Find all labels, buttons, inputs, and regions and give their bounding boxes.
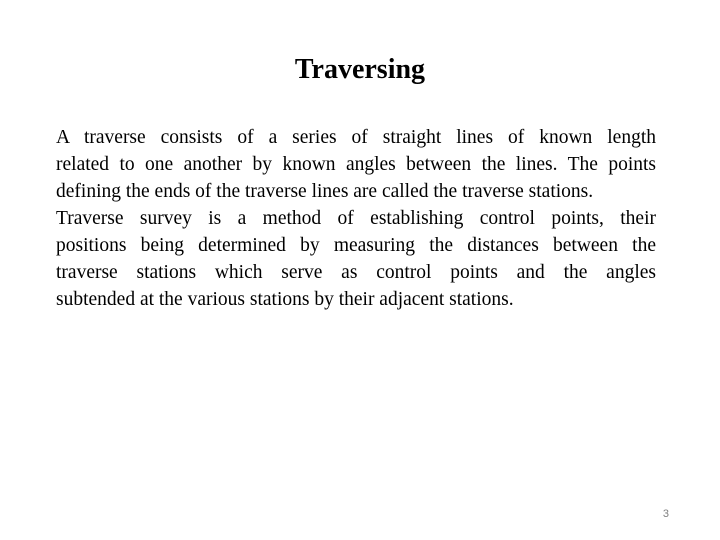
page-number: 3 (662, 508, 669, 520)
body-line: A traverse consists of a series of straight lines of known length (56, 127, 656, 148)
body-line: related to one another by known angles between the lines. The points (56, 154, 656, 175)
body-line: positions being determined by measuring the distances between the (56, 235, 656, 256)
body-line: defining the ends of the traverse lines are called the traverse stations. (56, 181, 594, 202)
body-line: traverse stations which serve as control points and the angles (56, 262, 656, 283)
slide-body (56, 124, 656, 313)
body-line: subtended at the various stations by their adjacent stations. (56, 289, 514, 310)
body-line: Traverse survey is a method of establishing control points, their (56, 208, 656, 229)
slide-title: Traversing (294, 54, 426, 85)
